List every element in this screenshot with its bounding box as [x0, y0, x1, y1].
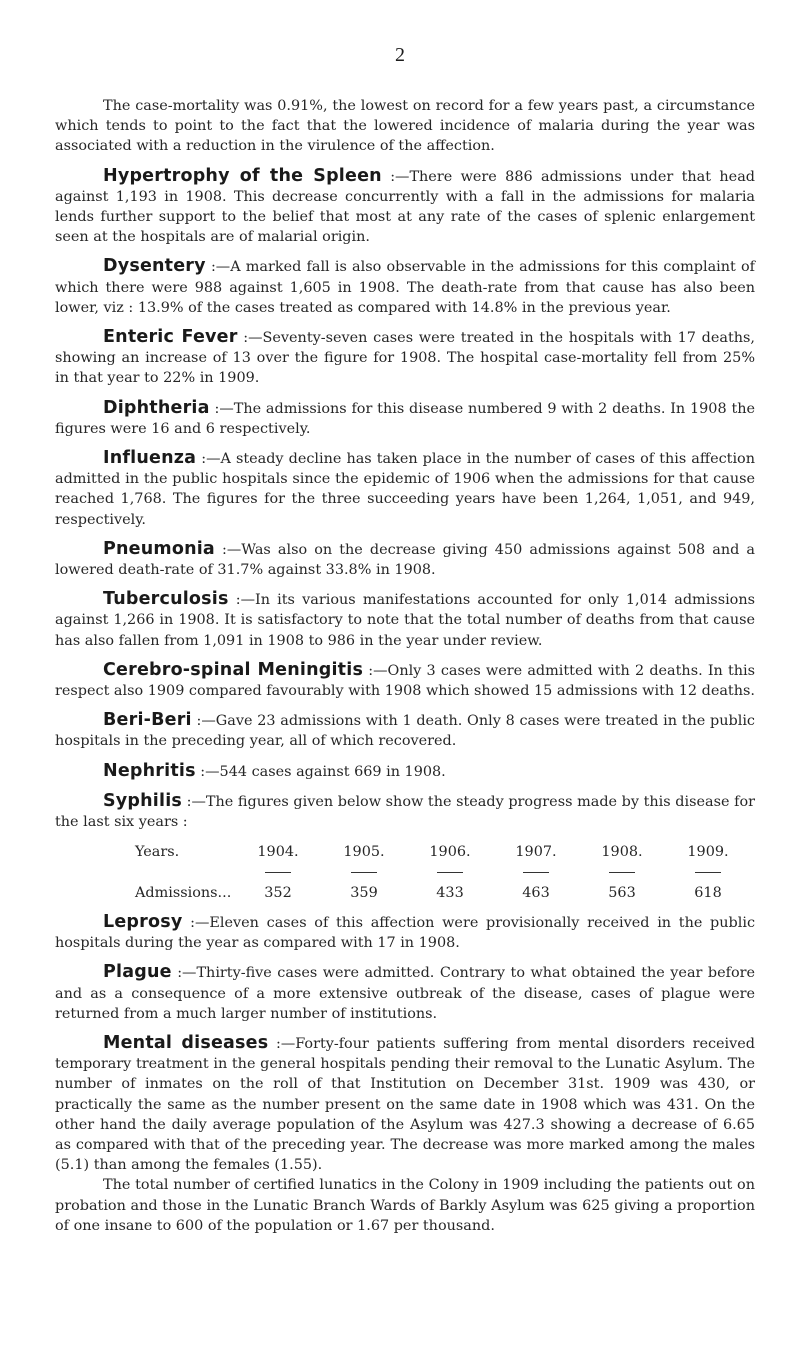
section-heading: Tuberculosis: [103, 589, 229, 610]
section-text: Gave 23 admissions with 1 death. Only 8 cases were treated in the public hospitals in the preceding year, all of which recovered.: [55, 713, 755, 750]
page-content: [55, 96, 755, 1236]
admissions-label: Admissions...: [135, 884, 232, 901]
page-number: 2: [395, 44, 405, 66]
section-leprosy: [55, 912, 755, 953]
section-separator: :—: [190, 914, 210, 931]
year-cell: 1909.: [687, 844, 729, 861]
year-cell: 1907.: [515, 844, 557, 861]
section-enteric-fever: [55, 327, 755, 389]
section-heading: Leprosy: [103, 911, 183, 932]
section-spleen: [55, 166, 755, 248]
section-nephritis: [55, 761, 755, 782]
table-row: [135, 883, 751, 903]
admissions-cell: 618: [694, 884, 722, 901]
section-heading: Hypertrophy of the Spleen: [103, 165, 382, 186]
section-pneumonia: [55, 539, 755, 580]
divider-dash: [609, 872, 635, 873]
intro-paragraph: The case-mortality was 0.91%, the lowest on record for a few years past, a circumstance which tends to point to the fact that the lowered incidence of malaria during the year was associated with a reduction in the virulence of the affection.: [55, 98, 755, 155]
section-separator: :—: [390, 168, 410, 185]
section-text: The admissions for this disease numbered 9 with 2 deaths. In 1908 the figures were 16 and 6 respectively.: [55, 400, 756, 437]
section-text: There were 886 admissions under that head against 1,193 in 1908. This decrease concurrently with a fall in the admissions for malaria lends further support to the belief that most at any rate of the cases of splenic enlargement seen at the hospitals are of malarial origin.: [55, 168, 755, 246]
admissions-cell: 352: [264, 884, 292, 901]
section-text: Was also on the decrease giving 450 admissions against 508 and a lowered death-rate of 31.7% against 33.8% in 1908.: [55, 541, 755, 579]
section-separator: :—: [243, 330, 263, 347]
section-heading: Diphtheria: [103, 397, 210, 418]
section-heading: Nephritis: [103, 760, 196, 781]
section-dysentery: [55, 256, 755, 318]
section-separator: :—: [196, 713, 216, 730]
divider-dash: [695, 872, 721, 873]
section-separator: :—: [214, 400, 234, 417]
admissions-cell: 359: [350, 884, 378, 901]
section-heading: Mental diseases: [103, 1032, 269, 1053]
divider-dash: [523, 872, 549, 873]
section-separator: :—: [222, 541, 242, 558]
section-diphtheria: [55, 398, 755, 439]
section-text: Seventy-seven cases were treated in the hospitals with 17 deaths, showing an increase of 13 over the figure for 1908. The hospital case-mortality fell from 25% in that year to 22% in 1909.: [55, 330, 755, 387]
section-heading: Cerebro-spinal Meningitis: [103, 659, 364, 680]
section-text: In its various manifestations accounted for only 1,014 admissions against 1,266 in 1908. It is satisfactory to note that the total number of deaths from that cause has also fallen from 1,091 in 1908 to 986 in the year under review.: [55, 592, 755, 649]
years-label: Years.: [135, 844, 180, 861]
section-text: Eleven cases of this affection were provisionally received in the public hospitals during the year as compared with 17 in 1908.: [55, 914, 756, 952]
divider-dash: [265, 872, 291, 873]
section-heading: Syphilis: [103, 790, 183, 811]
section-separator: :—: [368, 662, 388, 679]
section-separator: :—: [186, 793, 206, 810]
section-separator: :—: [201, 451, 221, 468]
section-separator: :—: [275, 1035, 296, 1052]
section-text: Only 3 cases were admitted with 2 deaths. In this respect also 1909 compared favourably with 1908 which showed 15 admissions with 12 deaths.: [55, 662, 755, 700]
section-text: A steady decline has taken place in the number of cases of this affection admitted in the public hospitals since the epidemic of 1906 when the admissions for that cause reached 1,768. The figures for the three succeeding years have been 1,264, 1,051, and 949, respectively.: [55, 451, 755, 528]
mental-diseases-paragraph-2: The total number of certified lunatics in the Colony in 1909 including the patients out on probation and those in the Lunatic Branch Wards of Barkly Asylum was 625 giving a proportion of one insane to 600 of the population or 1.67 per thousand.: [55, 1177, 755, 1234]
table-row: [135, 842, 751, 862]
section-plague: [55, 962, 755, 1024]
section-heading: Plague: [103, 962, 172, 983]
year-cell: 1908.: [601, 844, 643, 861]
section-separator: :—: [200, 763, 220, 780]
divider-dash: [437, 872, 463, 873]
admissions-cell: 463: [522, 884, 550, 901]
table-divider-row: [135, 863, 751, 883]
section-heading: Enteric Fever: [103, 327, 238, 348]
section-text: Forty-four patients suffering from mental disorders received temporary treatment in the general hospitals pending their removal to the Lunatic Asylum. The number of inmates on the roll of that Institution on December 31st. 1909 was 430, or practically the same as the number present on the same date in 1908 which was 431. On the other hand the daily average population of the Asylum was 427.3 showing a decrease of 6.65 as compared with that of the preceding year. The decrease was more marked among the males (5.1) than among the females (1.55).: [55, 1035, 755, 1174]
syphilis-table: [55, 842, 755, 903]
section-text: Thirty-five cases were admitted. Contrary to what obtained the year before and as a consequence of a more extensive outbreak of the disease, cases of plague were returned from a much larger number of institutions.: [55, 965, 756, 1022]
divider-dash: [351, 872, 377, 873]
year-cell: 1906.: [429, 844, 471, 861]
admissions-cell: 433: [436, 884, 464, 901]
section-text: The figures given below show the steady progress made by this disease for the last six years :: [55, 793, 755, 831]
section-separator: :—: [177, 965, 197, 982]
section-heading: Beri-Beri: [103, 710, 192, 731]
section-meningitis: [55, 660, 755, 701]
admissions-cell: 563: [608, 884, 636, 901]
section-text: 544 cases against 669 in 1908.: [219, 763, 446, 780]
section-text: A marked fall is also observable in the admissions for this complaint of which there were 988 against 1,605 in 1908. The death-rate from that cause has also been lower, viz : 13.9% of the cases treated as compared with 14.8% in the previous year.: [55, 259, 755, 316]
section-heading: Dysentery: [103, 256, 206, 277]
section-tuberculosis: [55, 589, 755, 651]
section-influenza: [55, 448, 755, 530]
year-cell: 1905.: [343, 844, 385, 861]
section-syphilis: [55, 791, 755, 832]
section-separator: :—: [210, 259, 231, 276]
section-mental-diseases: [55, 1033, 755, 1175]
section-heading: Pneumonia: [103, 538, 215, 559]
section-heading: Influenza: [103, 448, 197, 469]
year-cell: 1904.: [257, 844, 299, 861]
section-separator: :—: [235, 592, 256, 609]
section-beri-beri: [55, 710, 755, 751]
